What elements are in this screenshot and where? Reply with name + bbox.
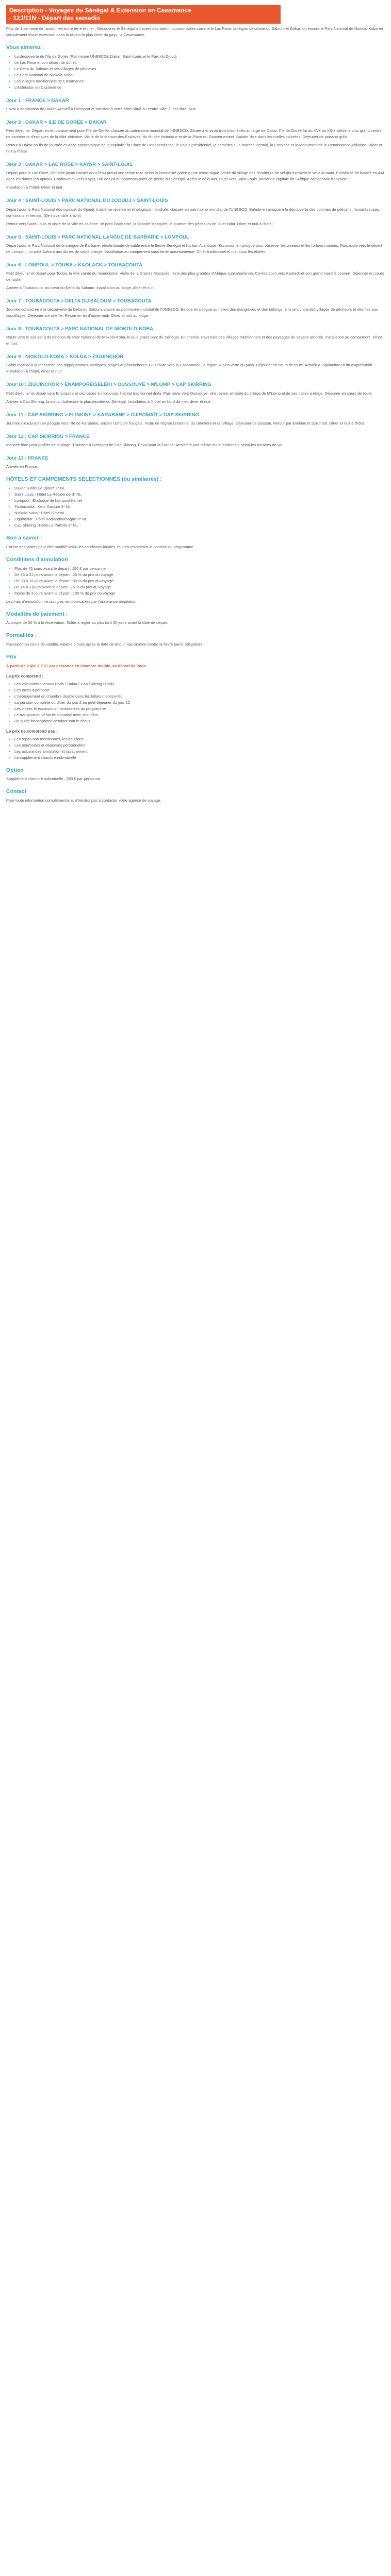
- payment-text: Acompte de 30 % à la réservation. Solde à régler au plus tard 30 jours avant la date de départ.: [6, 620, 169, 625]
- good-to-know-heading: Bon à savoir :: [6, 535, 42, 541]
- list-item: • De 45 à 31 jours avant le départ : 25 % du prix du voyage: [14, 572, 385, 578]
- day-title: Jour 6 : LOMPOUL > TOUBA > KAOLACK > TOUBACOUTA: [6, 262, 143, 268]
- list-item: • Saint-Louis : Hôtel La Résidence 3* NL: [14, 492, 385, 498]
- day-paragraph: Retour à Dakar en fin de journée et visite panoramique de la capitale : la Place de l'Indépendance, le Palais présidentiel, la cathédrale, le marché Kermel, la Corniche et le Monument de la Renaissance Africaine. Dîner et nuit à l'hôtel.: [6, 143, 382, 154]
- list-item: • Les assurances annulation et rapatriement: [14, 749, 385, 755]
- day-title: Jour 3 : DAKAR > LAC ROSE > KAYAR > SAINT-LOUIS: [6, 162, 133, 168]
- day-paragraph: Départ pour le Parc National des oiseaux du Djoudj, troisième réserve ornithologique mondiale, classée au patrimoine mondial de l'UNESCO. Balade en pirogue à la découverte des colonies de pélicans, flamants roses, cormorans et hérons. (De novembre à avril).: [6, 207, 380, 218]
- list-item: • Un guide francophone pendant tout le circuit: [14, 718, 385, 724]
- day-paragraph: Installation à l'hôtel. Dîner et nuit.: [6, 185, 63, 190]
- excludes-list: [6, 736, 385, 761]
- day-title: Jour 9 : NIOKOLO-KOBA > KOLDA > ZIGUINCHOR: [6, 354, 124, 360]
- list-item: • Les vols internationaux Paris / Dakar / Cap Skirring / Paris: [14, 681, 385, 687]
- excludes-heading: Le prix ne comprend pas :: [6, 728, 58, 734]
- day-paragraph: Route vers le sud-est à destination du Parc National de Niokolo-Koba, le plus grand parc du Sénégal. En chemin, traversée des villages traditionnels et des paysages de savane arborée. Installation au campement. Dîner et nuit.: [6, 335, 382, 346]
- list-item: • Les visites et excursions mentionnées au programme: [14, 706, 385, 712]
- highlights-heading: Vous aimerez :: [6, 44, 44, 50]
- list-item: • Le supplément chambre individuelle: [14, 755, 385, 761]
- list-item: • Les pourboires et dépenses personnelles: [14, 742, 385, 749]
- includes-heading: Le prix comprend :: [6, 674, 44, 679]
- list-item: • Plus de 45 jours avant le départ : 150 € par personne: [14, 566, 385, 572]
- list-item: • La pension complète du dîner du jour 2 au petit-déjeuner du jour 12: [14, 700, 385, 706]
- day-title: Jour 13 : FRANCE: [6, 455, 48, 462]
- day-title: Jour 2 : DAKAR > ILE DE GORÉE > DAKAR: [6, 119, 107, 125]
- page-title: [6, 5, 281, 24]
- list-item: • Lompoul : Ecolodge de Lompoul (tente): [14, 498, 385, 504]
- page: [0, 0, 391, 816]
- hotels-list: [6, 485, 385, 529]
- option-text: Supplément chambre individuelle : 390 € par personne.: [6, 776, 101, 782]
- contact-heading: Contact: [6, 788, 27, 795]
- day-paragraph: Départ pour le Parc National de la Langue de Barbarie, étroite bande de sable entre le fleuve Sénégal et l'océan Atlantique. Excursion en pirogue pour observer les oiseaux et les tortues marines. Puis route vers le désert de Lompoul, un petit Sahara aux dunes de sable orange. Installation au campement sous tente mauritanienne. Dîner traditionnel et nuit sous les étoiles.: [6, 243, 382, 254]
- list-item: • Le transport en véhicule climatisé avec chauffeur: [14, 712, 385, 718]
- day-paragraph: Matinée libre pour profiter de la plage. Transfert à l'aéroport de Cap Skirring. Envol pour la France. Arrivée le jour même ou le lendemain selon les horaires de vol.: [6, 443, 284, 448]
- day-title: Jour 12 : CAP SKIRRING > FRANCE: [6, 433, 90, 439]
- day-title: Jour 11 : CAP SKIRRING > ELINKINE > KARABANE > DJIROMAÏT > CAP SKIRRING: [6, 412, 199, 418]
- day-paragraph: Départ pour le Lac Rose, véritable joyau naturel dont l'eau prend une teinte rose selon la luminosité grâce à une micro-algue. Visite du village des récolteurs de sel qui extraient le sel à la main. Possibilité de balade en 4x4 dans les dunes (en option). Continuation vers Kayar, l'un des plus importants ports de pêche du Sénégal. Après le déjeuner, route vers Saint-Louis, ancienne capitale de l'Afrique occidentale française.: [6, 171, 384, 182]
- list-item: • Cap Skirring : Hôtel La Paillote 3* NL: [14, 522, 385, 529]
- list-item: • L'hébergement en chambre double dans les hôtels mentionnés: [14, 693, 385, 700]
- day-paragraph: Petit déjeuner et départ pour Touba, la ville sainte du mouridisme. Visite de la Grande Mosquée, l'une des plus grandes d'Afrique subsaharienne. Continuation vers Kaolack et son grand marché couvert. Déjeuner en cours de route.: [6, 270, 384, 282]
- list-item: • Moins de 3 jours avant le départ : 100 % du prix du voyage: [14, 590, 385, 597]
- day-title: Jour 5 : SAINT-LOUIS > PARC NATIONAL LANGUE DE BARBARIE > LOMPOUL: [6, 234, 189, 240]
- conditions-heading: Conditions d'annulation: [6, 556, 68, 563]
- day-title: Jour 4 : SAINT-LOUIS > PARC NATIONAL DU DJOUDJ > SAINT-LOUIS: [6, 198, 168, 204]
- list-item: • La découverte de l'île de Gorée (Patrimoine UNESCO), Dakar, Saint-Louis et le Parc du Djoudj: [14, 54, 385, 60]
- contact-text: Pour toute information complémentaire, n'hésitez pas à contacter votre agence de voyage.: [6, 798, 161, 803]
- conditions-extra: Les frais d'annulation ne sont pas remboursables par l'assurance annulation.: [6, 599, 138, 604]
- hotels-heading: HÔTELS ET CAMPEMENTS SÉLECTIONNÉS (ou similaires) :: [6, 476, 162, 483]
- list-item: • Ziguinchor : Hôtel Kadiandoumagne 3* NL: [14, 516, 385, 522]
- formalities-heading: Formalités :: [6, 632, 37, 639]
- list-item: • Le Parc National de Niokolo-Koba: [14, 72, 385, 78]
- day-paragraph: Arrivée à Toubacouta, au cœur du Delta du Saloum. Installation au lodge, dîner et nuit.: [6, 285, 155, 290]
- price-text: À partir de 2 490 € TTC par personne en chambre double, au départ de Paris.: [6, 664, 147, 669]
- day-title: Jour 10 : ZIGUINCHOR > ENAMPORE/SELEKI > OUSSOUYE > M'LOMP > CAP SKIRRING: [6, 382, 211, 388]
- day-paragraph: Arrivée à Cap Skirring, la station balnéaire la plus réputée du Sénégal. Installation à l'hôtel en bord de mer, dîner et nuit.: [6, 399, 211, 404]
- payment-heading: Modalités de paiement :: [6, 611, 68, 617]
- conditions-list: [6, 566, 385, 597]
- includes-list: [6, 681, 385, 724]
- list-item: • Le Lac Rose et son désert de dunes: [14, 60, 385, 66]
- title-line-1: Description - Voyages du Sénégal & Extension en Casamance: [9, 7, 191, 14]
- intro-paragraph: Plus de 1 semaine de randonnée entre terre et mer : Découvrez le Sénégal à travers des sites incontournables comme le Lac Rose, la région deltaïque du Saloum et Dakar, ou encore le Parc National de Niokolo-Koba en complément d'une extension dans la région la plus verte du pays, la Casamance.: [6, 26, 383, 37]
- list-item: • De 14 à 3 jours avant le départ : 75 % du prix du voyage: [14, 584, 385, 590]
- day-paragraph: Envol à destination de Dakar. Accueil à l'aéroport et transfert à votre hôtel situé au centre-ville. Dîner libre. Nuit.: [6, 106, 197, 111]
- good-to-know-text: L'ordre des visites peut être modifié selon les conditions locales, tout en respectant le contenu du programme.: [6, 544, 194, 549]
- title-line-2: - 12J/11N - Départ des samedis: [9, 14, 101, 22]
- day-paragraph: Safari matinal à la recherche des hippopotames, antilopes, singes et phacochères. Puis route vers la Casamance, la région la plus verte du pays. Déjeuner en cours de route. Arrivée à Ziguinchor en fin d'après-midi. Installation à l'hôtel, dîner et nuit.: [6, 363, 373, 374]
- list-item: • L'Extension en Casamance: [14, 84, 385, 91]
- day-paragraph: Journée d'excursion en pirogue vers l'île de Karabane, ancien comptoir français. Visite de l'église bretonne, du cimetière et du village. Déjeuner de poisson. Retour par Elinkine et Djiromaït. Dîner et nuit à l'hôtel.: [6, 420, 366, 426]
- list-item: • Dakar : Hôtel Le Djoloff 3* NL: [14, 485, 385, 492]
- day-title: Jour 8 : TOUBACOUTA > PARC NATIONAL DE NIOKOLO-KOBA: [6, 326, 154, 332]
- highlights-list: [6, 54, 385, 91]
- option-heading: Option: [6, 767, 24, 773]
- list-item: • De 30 à 15 jours avant le départ : 50 % du prix du voyage: [14, 578, 385, 584]
- list-item: • Les villages traditionnels de Casamance: [14, 78, 385, 84]
- day-paragraph: Petit déjeuner et départ vers Enampore et ses cases à impluvium, habitat traditionnel diola. Puis route vers Oussouye, ville royale, et visite du village de M'Lomp et de ses cases à étage. Déjeuner en cours de route.: [6, 391, 373, 396]
- list-item: • Le Delta du Saloum et ses villages de pêcheurs: [14, 66, 385, 72]
- list-item: • Les repas non mentionnés, les boissons: [14, 736, 385, 742]
- day-paragraph: Petit déjeuner. Départ en embarquement pour l'île de Gorée, classée au patrimoine mondial de l'UNESCO. Située à environ trois kilomètres au large de Dakar, l'île de Gorée fut du XVe au XIXe siècle le plus grand centre de commerce d'esclaves de la côte africaine. Visite de la Maison des Esclaves, du Musée historique et de la Place du Gouvernement. Balade libre dans les ruelles colorées. Déjeuner de poisson grillé.: [6, 128, 382, 140]
- day-paragraph: Journée consacrée à la découverte du Delta du Saloum, classé au patrimoine mondial de l'UNESCO. Balade en pirogue au milieu des mangroves et des bolongs, à la rencontre des villages de pêcheurs et des îles aux coquillages. Déjeuner sur une île. Retour en fin d'après-midi. Dîner et nuit au lodge.: [6, 307, 378, 318]
- formalities-text: Passeport en cours de validité, valable 6 mois après la date de retour. Vaccination contre la fièvre jaune obligatoire.: [6, 642, 204, 647]
- day-paragraph: Retour vers Saint-Louis et visite de la ville en calèche : le pont Faidherbe, la Grande Mosquée, le quartier des pêcheurs de Guet Ndar. Dîner et nuit à l'hôtel.: [6, 221, 274, 226]
- list-item: • Niokolo-Koba : Hôtel Simenti: [14, 510, 385, 516]
- day-title: Jour 7 : TOUBACOUTA > DELTA DU SALOUM > TOUBACOUTA: [6, 298, 152, 304]
- list-item: • Toubacouta : Keur Saloum 3* NL: [14, 504, 385, 510]
- day-paragraph: Arrivée en France.: [6, 464, 38, 469]
- price-heading: Prix: [6, 654, 17, 660]
- day-title: Jour 1 : FRANCE > DAKAR: [6, 97, 69, 104]
- list-item: • Les taxes d'aéroport: [14, 687, 385, 693]
